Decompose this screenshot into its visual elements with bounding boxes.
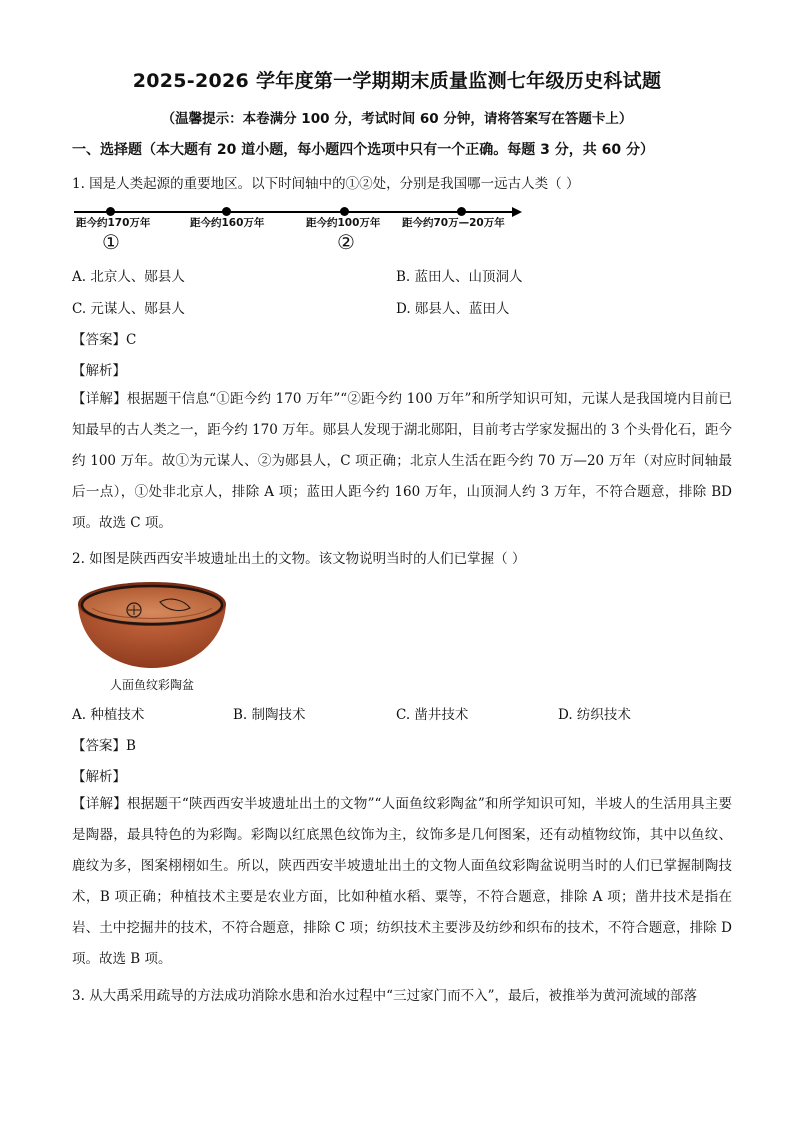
exam-note: （温馨提示：本卷满分 100 分，考试时间 60 分钟，请将答案写在答题卡上） bbox=[161, 111, 633, 127]
q2-stem: 2. 如图是陕西西安半坡遗址出土的文物。该文物说明当时的人们已掌握（ ） bbox=[72, 551, 526, 567]
q1-answer: 【答案】C bbox=[72, 332, 137, 348]
figure-caption: 人面鱼纹彩陶盆 bbox=[109, 678, 194, 692]
q1-option-c: C. 元谋人、郧县人 bbox=[72, 301, 185, 317]
timeline-label: 距今约70万—20万年 bbox=[402, 217, 505, 229]
detail-text: 根据题干信息“①距今约 170 万年”“②距今约 100 万年”和所学知识可知，元谋人是我国境内目前已知最早的古人类之一，距今约 170 万年。郧县人发现于湖北郧阳，目前考古学家发掘出的 3 个头骨化石，距今约 100 万年。故①为元谋人、②为郧县人，C 项正确；北京人生活在距今约 70 万—20 万年（对应时间轴最后一点），①处非北京人，排除 A 项；蓝田人距今约 160 万年，山顶洞人约 3 万年，不符合题意，排除 BD 项。故选 C 项。 bbox=[72, 391, 733, 531]
timeline-axis bbox=[74, 211, 514, 213]
q2-detail bbox=[72, 789, 732, 975]
q1-option-b: B. 蓝田人、山顶洞人 bbox=[396, 269, 523, 285]
q3-stem: 3. 从大禹采用疏导的方法成功消除水患和治水过程中“三过家门而不入”，最后，被推举为黄河流域的部落 bbox=[72, 988, 697, 1004]
timeline-arrow-icon bbox=[512, 207, 522, 217]
q2-option-b: B. 制陶技术 bbox=[233, 707, 306, 723]
q2-option-d: D. 纺织技术 bbox=[558, 707, 631, 723]
timeline-label: 距今约160万年 bbox=[190, 217, 265, 229]
timeline-label: 距今约100万年 bbox=[306, 217, 381, 229]
timeline-mark-1: ① bbox=[102, 230, 120, 254]
q2-answer: 【答案】B bbox=[72, 738, 136, 754]
q1-option-d: D. 郧县人、蓝田人 bbox=[396, 301, 510, 317]
q1-timeline bbox=[72, 198, 532, 258]
q2-option-c: C. 凿井技术 bbox=[396, 707, 469, 723]
q1-stem: 1. 国是人类起源的重要地区。以下时间轴中的①②处，分别是我国哪一远古人类（ ） bbox=[72, 176, 580, 192]
q1-option-a: A. 北京人、郧县人 bbox=[72, 269, 185, 285]
q2-figure bbox=[72, 578, 232, 698]
page-title: 2025-2026 学年度第一学期期末质量监测七年级历史科试题 bbox=[132, 70, 662, 92]
painted-pottery-bowl-image bbox=[72, 578, 232, 674]
section-heading: 一、选择题（本大题有 20 道小题，每小题四个选项中只有一个正确。每题 3 分，共 60 分） bbox=[72, 142, 654, 158]
detail-text: 根据题干“陕西西安半坡遗址出土的文物”“人面鱼纹彩陶盆”和所学知识可知，半坡人的生活用具主要是陶器，最具特色的为彩陶。彩陶以红底黑色纹饰为主，纹饰多是几何图案，还有动植物纹饰，其中以鱼纹、鹿纹为多，图案栩栩如生。所以，陕西西安半坡遗址出土的文物人面鱼纹彩陶盆说明当时的人们已掌握制陶技术，B 项正确；种植技术主要是农业方面，比如种植水稻、粟等，不符合题意，排除 A 项；凿井技术是指在岩、土中挖掘井的技术，不符合题意，排除 C 项；纺织技术主要涉及纺纱和织布的技术，不符合题意，排除 D 项。故选 B 项。 bbox=[72, 796, 732, 967]
q2-analysis: 【解析】 bbox=[72, 769, 126, 785]
timeline-label: 距今约170万年 bbox=[76, 217, 151, 229]
timeline-mark-2: ② bbox=[337, 230, 355, 254]
detail-label: 【详解】 bbox=[72, 391, 127, 407]
q2-option-a: A. 种植技术 bbox=[72, 707, 145, 723]
q1-detail bbox=[72, 384, 732, 539]
detail-label: 【详解】 bbox=[72, 796, 127, 812]
q1-analysis: 【解析】 bbox=[72, 363, 126, 379]
